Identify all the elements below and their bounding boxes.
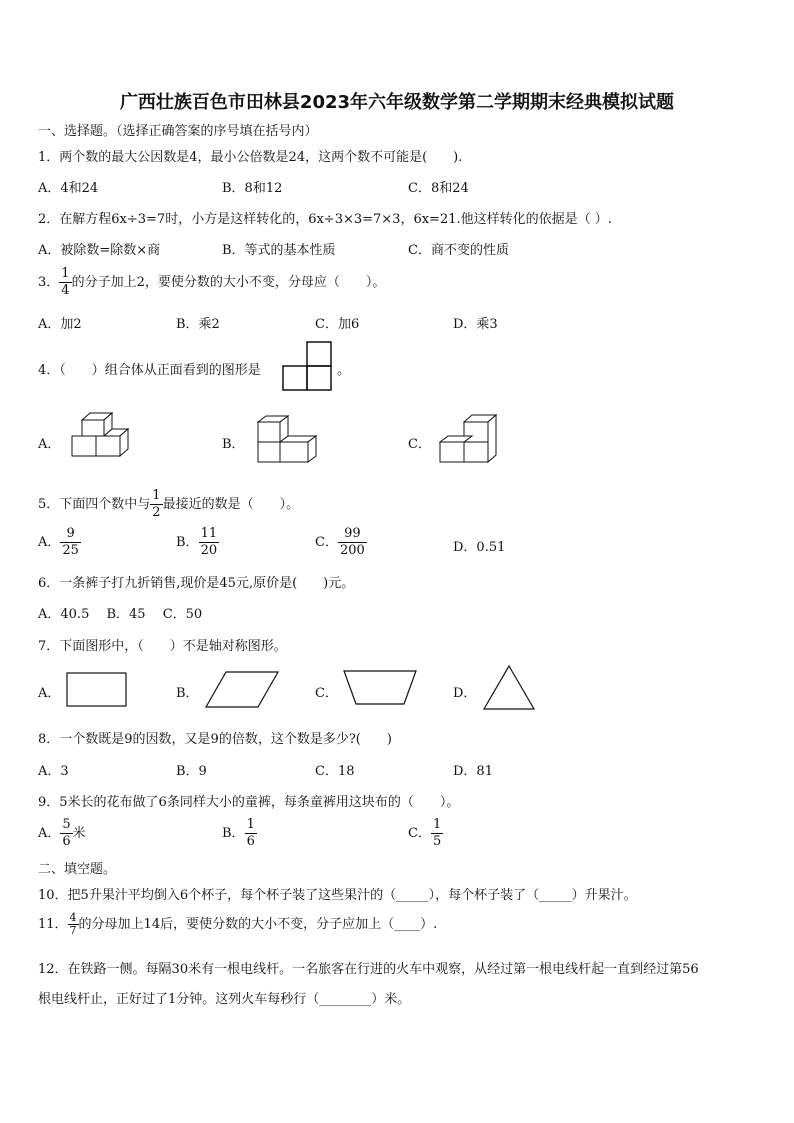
q5-text-pre: 5．下面四个数中与 bbox=[38, 497, 151, 512]
q11-fraction-denominator: 7 bbox=[69, 924, 77, 937]
q5-fraction-denominator: 2 bbox=[152, 505, 161, 520]
q9-option-b-fraction bbox=[245, 817, 257, 850]
q7-trapezoid-shape bbox=[342, 670, 418, 708]
question-11 bbox=[38, 912, 437, 937]
q7-option-b-label: B． bbox=[176, 686, 199, 701]
q11-number: 11． bbox=[38, 917, 68, 932]
section-fill-heading: 二、填空题。 bbox=[38, 862, 117, 877]
q9-b-denominator: 6 bbox=[246, 834, 255, 849]
q11-text: 的分母加上14后，要使分数的大小不变，分子应加上（____）. bbox=[78, 917, 438, 932]
question-2: 2．在解方程6x÷3=7时，小方是这样转化的，6x÷3×3=7×3，6x=21.他这样转化的依据是（ ）. bbox=[38, 212, 612, 227]
q1-option-c: C．8和24 bbox=[408, 181, 469, 196]
q5-c-numerator: 99 bbox=[344, 526, 361, 541]
q9-a-unit: 米 bbox=[72, 826, 86, 841]
question-8: 8．一个数既是9的因数，又是9的倍数，这个数是多少?( ) bbox=[38, 732, 392, 747]
q3-text: 的分子加上2，要使分数的大小不变，分母应（ ）。 bbox=[71, 275, 386, 290]
q3-option-d: D．乘3 bbox=[453, 317, 498, 332]
q4-option-a-label: A． bbox=[38, 437, 61, 452]
q1-option-b: B．8和12 bbox=[222, 181, 283, 196]
q7-triangle-shape bbox=[482, 665, 536, 711]
q5-option-a-label: A． bbox=[38, 535, 61, 550]
q3-option-a: A．加2 bbox=[38, 317, 82, 332]
q2-option-c: C．商不变的性质 bbox=[408, 243, 509, 258]
q8-option-b: B．9 bbox=[176, 764, 207, 779]
q5-b-numerator: 11 bbox=[200, 526, 218, 541]
q4-option-a-cubes bbox=[70, 410, 130, 466]
question-4: 4．（ ）组合体从正面看到的图形是 bbox=[38, 363, 261, 378]
q8-option-a: A．3 bbox=[38, 764, 69, 779]
question-12-line-2: 根电线杆止，正好过了1分钟。这列火车每秒行（________）米。 bbox=[38, 992, 411, 1007]
q5-a-numerator: 9 bbox=[66, 526, 75, 541]
q5-option-c-fraction bbox=[338, 526, 367, 559]
q9-option-c-fraction bbox=[431, 817, 443, 850]
q9-a-numerator: 5 bbox=[62, 817, 71, 832]
q8-option-d: D．81 bbox=[453, 764, 493, 779]
q5-a-denominator: 25 bbox=[62, 543, 79, 558]
q4-option-b-cubes bbox=[256, 414, 320, 466]
q5-fraction-numerator: 1 bbox=[152, 488, 161, 503]
question-9: 9．5米长的花布做了6条同样大小的童裤，每条童裤用这块布的（ ）。 bbox=[38, 795, 460, 810]
question-5 bbox=[38, 488, 299, 521]
q3-fraction bbox=[59, 266, 71, 299]
question-1: 1．两个数的最大公因数是4，最小公倍数是24，这两个数不可能是( ). bbox=[38, 150, 463, 165]
q9-c-numerator: 1 bbox=[432, 817, 442, 832]
q7-rectangle-shape bbox=[66, 672, 128, 708]
q7-option-c-label: C． bbox=[315, 686, 338, 701]
q9-c-denominator: 5 bbox=[432, 834, 442, 849]
q5-b-denominator: 20 bbox=[200, 543, 218, 558]
q7-option-a-label: A． bbox=[38, 686, 61, 701]
question-12-line-1: 12．在铁路一侧。每隔30米有一根电线杆。一名旅客在行进的火车中观察，从经过第一根电线杆起一直到经过第56 bbox=[38, 962, 699, 977]
q4-end: 。 bbox=[337, 363, 351, 378]
q5-fraction bbox=[150, 488, 162, 521]
q4-option-c-label: C． bbox=[408, 437, 431, 452]
page-title: 广西壮族百色市田林县2023年六年级数学第二学期期末经典模拟试题 bbox=[119, 92, 675, 113]
q6-options: A．40.5 B．45 C．50 bbox=[38, 607, 203, 622]
q5-option-d: D．0.51 bbox=[453, 540, 506, 555]
q9-option-a-fraction bbox=[60, 817, 72, 850]
q5-c-denominator: 200 bbox=[339, 543, 365, 558]
q4-front-view-figure bbox=[282, 341, 334, 391]
q3-option-c: C．加6 bbox=[315, 317, 360, 332]
q9-option-c-label: C． bbox=[408, 826, 431, 841]
q5-option-b-label: B． bbox=[176, 535, 199, 550]
q5-option-b bbox=[176, 526, 219, 559]
q5-option-c-label: C． bbox=[315, 535, 338, 550]
q5-text-post: 最接近的数是（ ）。 bbox=[162, 497, 300, 512]
q9-option-c bbox=[408, 817, 443, 850]
section-choice-heading: 一、选择题。（选择正确答案的序号填在括号内） bbox=[38, 124, 318, 139]
q7-parallelogram-shape bbox=[204, 671, 280, 709]
question-3 bbox=[38, 266, 385, 299]
q3-option-b: B．乘2 bbox=[176, 317, 220, 332]
q3-number: 3． bbox=[38, 275, 60, 290]
q3-fraction-denominator: 4 bbox=[61, 283, 70, 298]
question-7: 7．下面图形中，（ ）不是轴对称图形。 bbox=[38, 639, 287, 654]
q9-option-b-label: B． bbox=[222, 826, 245, 841]
q4-option-c-cubes bbox=[438, 412, 500, 468]
q11-fraction-numerator: 4 bbox=[69, 911, 77, 924]
q9-option-a bbox=[38, 817, 86, 850]
q11-fraction bbox=[68, 912, 79, 937]
q5-option-a bbox=[38, 526, 81, 559]
q2-option-b: B．等式的基本性质 bbox=[222, 243, 336, 258]
q9-b-numerator: 1 bbox=[246, 817, 255, 832]
q9-option-a-label: A． bbox=[38, 826, 61, 841]
q4-option-b-label: B． bbox=[222, 437, 245, 452]
q8-option-c: C．18 bbox=[315, 764, 355, 779]
q1-option-a: A．4和24 bbox=[38, 181, 99, 196]
q9-a-denominator: 6 bbox=[62, 834, 71, 849]
q5-option-c bbox=[315, 526, 367, 559]
q9-option-b bbox=[222, 817, 257, 850]
q7-option-d-label: D． bbox=[453, 686, 477, 701]
question-6: 6．一条裤子打九折销售,现价是45元,原价是( )元。 bbox=[38, 576, 355, 591]
q2-option-a: A．被除数=除数×商 bbox=[38, 243, 161, 258]
question-10: 10．把5升果汁平均倒入6个杯子，每个杯子装了这些果汁的（_____），每个杯子装了（_____）升果汁。 bbox=[38, 888, 637, 903]
q3-fraction-numerator: 1 bbox=[61, 266, 70, 281]
q5-option-b-fraction bbox=[199, 526, 220, 559]
q5-option-a-fraction bbox=[60, 526, 81, 559]
